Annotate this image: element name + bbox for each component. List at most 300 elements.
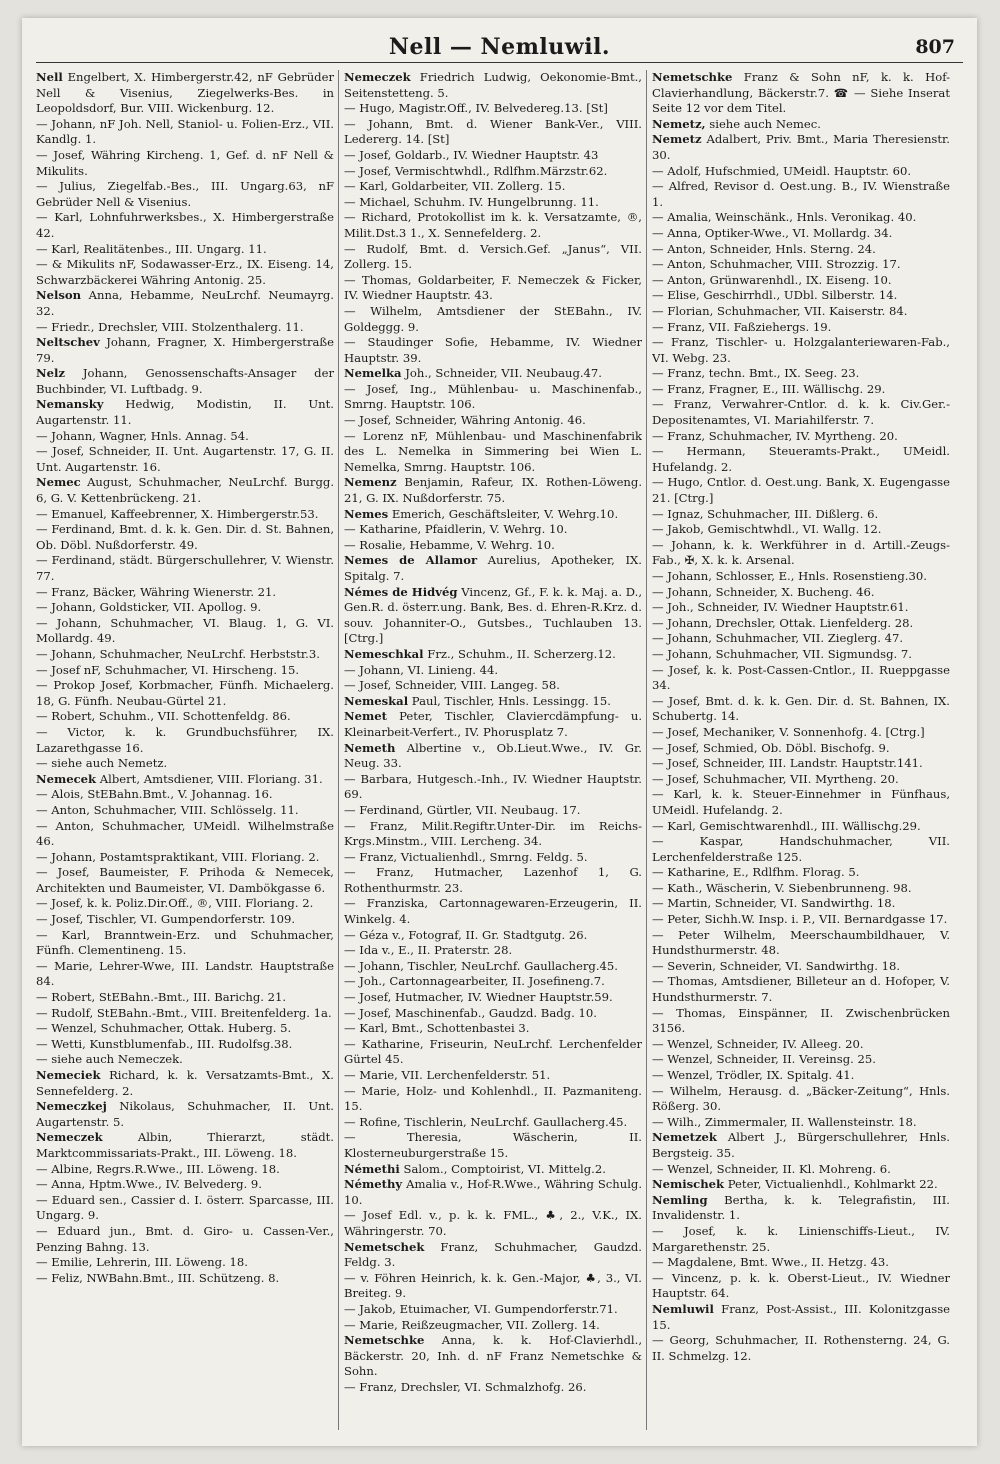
directory-entry [36,242,334,258]
entry-details: — Johann, Drechsler, Ottak. Lienfelderg. 28. [652,615,914,630]
entry-details: — Franz, Fragner, E., III. Wällischg. 29. [652,381,886,396]
directory-entry [652,1224,950,1255]
directory-entry [36,475,334,506]
directory-entry [36,647,334,663]
entry-details: — Rosalie, Hebamme, V. Wehrg. 10. [344,537,555,552]
directory-entry [652,725,950,741]
entry-details: — Hugo, Cntlor. d. Oest.ung. Bank, X. Eugengasse 21. [Ctrg.] [652,475,950,506]
directory-entry [36,663,334,679]
directory-entry [344,1333,642,1380]
directory-entry [344,1084,642,1115]
directory-entry [36,1271,334,1287]
entry-details: — Wetti, Kunstblumenfab., III. Rudolfsg.38. [36,1036,293,1051]
entry-details: — Wilh., Zimmermaler, II. Wallensteinstr. 18. [652,1114,917,1129]
entry-surname: Nemet [344,709,387,724]
entry-details: — Josef, Baumeister, F. Prihoda & Nemecek, Architekten und Baumeister, VI. Dambökgasse 6. [36,865,334,895]
entry-details: — Ignaz, Schuhmacher, III. Dißlerg. 6. [652,506,879,521]
directory-entry [652,70,950,117]
directory-entry [652,273,950,289]
entry-details: — Anton, Schuhmacher, UMeidl. Wilhelmstraße 46. [36,818,334,849]
column-2 [344,70,642,1430]
directory-entry [652,959,950,975]
entry-details: — Josef, k. k. Post-Cassen-Cntlor., II. Rueppgasse 34. [652,662,950,693]
entry-details: — Anna, Hptm.Wwe., IV. Belvederg. 9. [36,1177,262,1192]
directory-entry [652,1037,950,1053]
entry-surname: Nemetz [652,132,702,147]
entry-details: — Prokop Josef, Korbmacher, Fünfh. Michaelerg. 18, G. Fünfh. Neubau-Gürtel 21. [36,678,334,708]
entry-details: Salom., Comptoirist, VI. Mittelg.2. [403,1161,606,1176]
directory-entry [652,132,950,163]
directory-entry [344,1208,642,1239]
entry-surname: Nemluwil [652,1301,714,1316]
directory-entry [652,647,950,663]
directory-entry [36,444,334,475]
entry-details: — Franz, Verwahrer-Cntlor. d. k. k. Civ.Ger.-Depositenamtes, VI. Mariahilferstr. 7. [652,397,950,428]
entry-details: — Josef, Bmt. d. k. k. Gen. Dir. d. St. Bahnen, IX. Schubertg. 14. [652,693,950,724]
entry-details: — Johann, Schuhmacher, VII. Sigmundsg. 7. [652,646,912,661]
entry-details: — Josef, Ing., Mühlenbau- u. Maschinenfab., Smrng. Hauptstr. 106. [344,381,642,412]
directory-entry [652,1115,950,1131]
directory-entry [652,663,950,694]
directory-entry [36,709,334,725]
entry-details: — Marie, Holz- und Kohlenhdl., II. Pazmaniteng. 15. [344,1083,642,1114]
directory-entry [652,616,950,632]
entry-details: — Rofine, Tischlerin, NeuLrchf. Gaullacherg.45. [344,1114,628,1129]
directory-entry [652,179,950,210]
directory-entry [344,974,642,990]
directory-entry [36,772,334,788]
entry-details: — Eduard sen., Cassier d. I. österr. Sparcasse, III. Ungarg. 9. [36,1192,334,1223]
directory-entry [344,772,642,803]
entry-details: — Kaspar, Handschuhmacher, VII. Lerchenfelderstraße 125. [652,834,950,864]
directory-entry [652,896,950,912]
directory-entry [344,741,642,772]
entry-details: — Florian, Schuhmacher, VII. Kaiserstr. 84. [652,303,908,318]
entry-details: — Alfred, Revisor d. Oest.ung. B., IV. Wienstraße 1. [652,179,950,209]
entry-details: — Severin, Schneider, VI. Sandwirthg. 18. [652,958,901,973]
entry-details: — Johann, k. k. Werkführer in d. Artill.-Zeugs-Fab., ✠, X. k. k. Arsenal. [652,537,950,568]
column-3 [652,70,950,1430]
entry-details: — Robert, Schuhm., VII. Schottenfeldg. 86. [36,709,291,724]
entry-details: — Josef, Währing Kircheng. 1, Gef. d. nF Nell & Mikulits. [36,147,334,178]
entry-details: — Hugo, Magistr.Off., IV. Belvedereg.13. [St] [344,101,608,116]
entry-details: — Amalia, Weinschänk., Hnls. Veronikag. 40. [652,210,917,225]
directory-entry [36,600,334,616]
entry-details: — Joh., Schneider, IV. Wiedner Hauptstr.61. [652,600,909,615]
entry-details: Adalbert, Priv. Bmt., Maria Theresienstr. 30. [652,132,950,162]
directory-entry [652,741,950,757]
entry-details: — Eduard jun., Bmt. d. Giro- u. Cassen-Ver., Penzing Bahng. 13. [36,1223,334,1254]
entry-surname: Nemeczek [36,1130,103,1145]
directory-entry [344,1380,642,1396]
entry-surname: Nemeczek [344,70,411,84]
directory-entry [652,928,950,959]
entry-details: — Emanuel, Kaffeebrenner, X. Himbergerstr.53. [36,506,319,521]
directory-entry [652,382,950,398]
directory-entry [344,1162,642,1178]
entry-surname: Nemeschkal [344,646,424,661]
entry-surname: Nemeth [344,740,396,755]
entry-details: Albert J., Bürgerschullehrer, Hnls. Bergsteig. 35. [652,1130,950,1160]
directory-entry [652,164,950,180]
entry-details: — Marie, Lehrer-Wwe, III. Landstr. Hauptstraße 84. [36,958,334,989]
directory-entry [344,242,642,273]
directory-entry [36,1162,334,1178]
directory-entry [36,912,334,928]
directory-entry [344,1130,642,1161]
directory-entry [36,756,334,772]
entry-details: Joh., Schneider, VII. Neubaug.47. [405,366,602,381]
directory-entry [652,522,950,538]
directory-entry [652,1084,950,1115]
entry-surname: Nemetschke [652,70,733,84]
directory-entry [36,320,334,336]
directory-entry [36,429,334,445]
entry-details: — Johann, Bmt. d. Wiener Bank-Ver., VIII. Ledererg. 14. [St] [344,116,642,147]
directory-entry [344,896,642,927]
entry-details: Johann, Genossenschafts-Ansager der Buchbinder, VI. Luftbadg. 9. [36,366,334,396]
directory-entry [344,210,642,241]
entry-details: — Wilhelm, Amtsdiener der StEBahn., IV. Goldeggg. 9. [344,303,642,334]
directory-entry [344,694,642,710]
entry-details: — Josef, Schmied, Ob. Döbl. Bischofg. 9. [652,740,890,755]
entry-details: — Franz, Tischler- u. Holzgalanteriewaren-Fab., VI. Webg. 23. [652,335,950,365]
directory-entry [36,1021,334,1037]
entry-details: — Thomas, Einspänner, II. Zwischenbrücken 3156. [652,1005,950,1036]
entry-surname: Nemansky [36,397,104,412]
entry-details: — Josef, Schneider, III. Landstr. Hauptstr.141. [652,756,923,771]
header-rule [36,62,963,63]
entry-details: — Josef, Mechaniker, V. Sonnenhofg. 4. [Ctrg.] [652,724,925,739]
directory-entry [344,164,642,180]
entry-details: — Ferdinand, städt. Bürgerschullehrer, V. Wienstr. 77. [36,553,334,583]
column-divider [338,70,339,1430]
directory-page [22,18,977,1446]
entry-details: — Josef, Schneider, VIII. Langeg. 58. [344,678,560,693]
entry-surname: Nemling [652,1192,708,1207]
entry-details: — Marie, Reißzeugmacher, VII. Zollerg. 14. [344,1317,600,1332]
entry-details: — Thomas, Amtsdiener, Billeteur an d. Hofoper, V. Hundsthurmerstr. 7. [652,974,950,1005]
directory-entry [344,959,642,975]
directory-entry [344,475,642,506]
directory-entry [344,850,642,866]
directory-entry [36,507,334,523]
entry-details: — Karl, k. k. Steuer-Einnehmer in Fünfhaus, UMeidl. Hufelandg. 2. [652,787,950,817]
directory-entry [36,288,334,319]
entry-details: — Michael, Schuhm. IV. Hungelbrunng. 11. [344,194,599,209]
directory-entry [652,304,950,320]
entry-details: — Ferdinand, Bmt. d. k. k. Gen. Dir. d. St. Bahnen, Ob. Döbl. Nußdorferstr. 49. [36,522,334,552]
directory-entry [344,195,642,211]
directory-entry [652,912,950,928]
entry-details: Peter, Tischler, Claviercdämpfung- u. Kleinarbeit-Verfert., IV. Phorusplatz 7. [344,709,642,739]
entry-details: — Johann, Schuhmacher, VII. Zieglerg. 47. [652,631,904,646]
directory-entry [344,117,642,148]
entry-details: — Elise, Geschirrhdl., UDbl. Silberstr. 14. [652,288,898,303]
directory-entry [652,1193,950,1224]
entry-details: — Thomas, Goldarbeiter, F. Nemeczek & Ficker, IV. Wiedner Hauptstr. 43. [344,272,642,303]
entry-details: Benjamin, Rafeur, IX. Rothen-Löweng. 21, G. IX. Nußdorferstr. 75. [344,475,642,506]
entry-details: Aurelius, Apotheker, IX. Spitalg. 7. [344,553,642,583]
entry-details: — siehe auch Nemeczek. [36,1052,183,1067]
directory-entry [652,1130,950,1161]
entry-details: — Joh., Cartonnagearbeiter, II. Josefineng.7. [344,974,605,989]
entry-details: — Johann, nF Joh. Nell, Staniol- u. Folien-Erz., VII. Kandlg. 1. [36,116,334,147]
entry-details: — Robert, StEBahn.-Bmt., III. Barichg. 21. [36,990,287,1005]
entry-details: — Karl, Lohnfuhrwerksbes., X. Himbergerstraße 42. [36,210,334,240]
directory-entry [652,366,950,382]
entry-surname: Neltschev [36,335,100,350]
entry-details: Anna, k. k. Hof-Clavierhdl., Bäckerstr. 20, Inh. d. nF Franz Nemetschke & Sohn. [344,1333,642,1379]
entry-details: — Peter Wilhelm, Meerschaumbildhauer, V. Hundsthurmerstr. 48. [652,927,950,958]
directory-entry [344,1006,642,1022]
entry-details: — Josef, Maschinenfab., Gaudzd. Badg. 10. [344,1005,597,1020]
entry-details: Franz, Schuhmacher, Gaudzd. Feldg. 3. [344,1239,642,1270]
directory-entry [652,1006,950,1037]
directory-entry [36,803,334,819]
directory-entry [344,928,642,944]
directory-entry [652,569,950,585]
entry-details: — Anton, Schuhmacher, VIII. Strozzig. 17. [652,257,901,272]
entry-details: Franz & Sohn nF, k. k. Hof-Clavierhandlung, Bäckerstr.7. ☎ — Siehe Inserat Seite 12 vor dem Titel. [652,70,950,116]
directory-entry [652,320,950,336]
entry-details: Friedrich Ludwig, Oekonomie-Bmt., Seitenstetteng. 5. [344,70,642,100]
directory-entry [36,678,334,709]
directory-entry [36,1193,334,1224]
entry-details: — Staudinger Sofie, Hebamme, IV. Wiedner Hauptstr. 39. [344,335,642,365]
entry-details: — Franz, Drechsler, VI. Schmalzhofg. 26. [344,1379,587,1394]
entry-surname: Némethy [344,1177,403,1192]
entry-details: — Johann, Schuhmacher, NeuLrchf. Herbststr.3. [36,646,320,661]
entry-details: — & Mikulits nF, Sodawasser-Erz., IX. Eiseng. 14, Schwarzbäckerei Währing Antonig. 25. [36,257,334,287]
entry-details: — Josef, Tischler, VI. Gumpendorferstr. 109. [36,912,296,927]
directory-entry [344,179,642,195]
entry-details: — Franz, techn. Bmt., IX. Seeg. 23. [652,366,860,381]
directory-entry [36,70,334,117]
directory-entry [344,304,642,335]
directory-entry [344,553,642,584]
directory-entry [344,273,642,304]
column-divider [646,70,647,1430]
directory-entry [652,1177,950,1193]
entry-details: — Josef Edl. v., p. k. k. FML., ♣, 2., V.K., IX. Währingerstr. 70. [344,1208,642,1238]
entry-details: Richard, k. k. Versatzamts-Bmt., X. Sennefelderg. 2. [36,1068,334,1098]
entry-details: — Franz, Victualienhdl., Smrng. Feldg. 5. [344,849,588,864]
entry-details: — Katharine, Friseurin, NeuLrchf. Lerchenfelder Gürtel 45. [344,1036,642,1067]
entry-details: Hedwig, Modistin, II. Unt. Augartenstr. 11. [36,397,334,428]
entry-surname: Nemischek [652,1177,725,1192]
entry-surname: Nelson [36,288,82,303]
directory-entry [36,959,334,990]
directory-entry [652,117,950,133]
entry-surname: Nell [36,70,63,84]
entry-surname: Nemetschke [344,1333,425,1348]
entry-details: — Johann, VI. Linieng. 44. [344,662,499,677]
directory-entry [344,335,642,366]
column-1 [36,70,334,1430]
entry-details: — Marie, VII. Lerchenfelderstr. 51. [344,1068,551,1082]
entry-details: Albertine v., Ob.Lieut.Wwe., IV. Gr. Neug. 33. [344,740,642,771]
entry-details: — Karl, Gemischtwarenhdl., III. Wällischg.29. [652,818,921,833]
entry-surname: Nelz [36,366,65,381]
entry-details: — Josef, Vermischtwhdl., Rdlfhm.Märzstr.62. [344,163,608,178]
directory-entry [344,663,642,679]
entry-details: — Vincenz, p. k. k. Oberst-Lieut., IV. Wiedner Hauptstr. 64. [652,1270,950,1301]
entry-details: — Josef, k. k. Poliz.Dir.Off., ®, VIII. Floriang. 2. [36,896,314,911]
directory-entry [36,553,334,584]
directory-entry [344,647,642,663]
directory-entry [652,865,950,881]
entry-surname: Nemec [36,475,81,490]
entry-details: Franz, Post-Assist., III. Kolonitzgasse 15. [652,1301,950,1332]
entry-details: — Katharine, E., Rdlfhm. Florag. 5. [652,865,860,880]
entry-details: siehe auch Nemec. [709,116,821,131]
entry-details: — Alois, StEBahn.Bmt., V. Johannag. 16. [36,787,273,802]
directory-entry [344,709,642,740]
directory-entry [344,1271,642,1302]
entry-details: — siehe auch Nemetz. [36,756,168,771]
entry-surname: Nemes [344,506,389,521]
entry-surname: Nemeczkej [36,1099,107,1114]
directory-entry [344,678,642,694]
entry-details: — Victor, k. k. Grundbuchsführer, IX. Lazarethgasse 16. [36,724,334,755]
directory-entry [344,522,642,538]
directory-entry [36,210,334,241]
entry-details: — Anton, Schuhmacher, VIII. Schlösselg. 11. [36,802,299,817]
directory-entry [344,1302,642,1318]
entry-details: — Friedr., Drechsler, VIII. Stolzenthalerg. 11. [36,319,304,334]
directory-entry [344,585,642,647]
entry-details: Bertha, k. k. Telegrafistin, III. Invalidenstr. 1. [652,1192,950,1223]
directory-entry [36,1177,334,1193]
entry-details: — Johann, Wagner, Hnls. Annag. 54. [36,428,249,443]
directory-entry [652,1333,950,1364]
entry-surname: Nemetz, [652,116,706,131]
entry-details: — Georg, Schuhmacher, II. Rothensterng. 24, G. II. Schmelzg. 12. [652,1333,950,1363]
directory-entry [652,787,950,818]
directory-entry [36,990,334,1006]
entry-details: — Magdalene, Bmt. Wwe., II. Hetzg. 43. [652,1255,889,1270]
directory-entry [344,538,642,554]
entry-details: August, Schuhmacher, NeuLrchf. Burgg. 6, G. V. Kettenbrückeng. 21. [36,475,334,506]
entry-surname: Némes de Hidvég [344,584,458,599]
directory-entry [652,538,950,569]
entry-details: — Kath., Wäscherin, V. Siebenbrunneng. 98. [652,880,912,895]
directory-entry [344,366,642,382]
directory-entry [344,101,642,117]
directory-entry [36,397,334,428]
directory-entry [344,1240,642,1271]
directory-entry [36,896,334,912]
directory-entry [652,507,950,523]
entry-details: — Albine, Regrs.R.Wwe., III. Löweng. 18. [36,1161,280,1176]
directory-entry [344,148,642,164]
directory-entry [344,413,642,429]
entry-details: — Géza v., Fotograf, II. Gr. Stadtgutg. 26. [344,927,588,942]
entry-details: — Josef, Goldarb., IV. Wiedner Hauptstr. 43 [344,147,599,162]
entry-details: Johann, Fragner, X. Himbergerstraße 79. [36,335,334,365]
entry-details: — Josef, Hutmacher, IV. Wiedner Hauptstr.59. [344,990,613,1005]
entry-details: — Julius, Ziegelfab.-Bes., III. Ungarg.63, nF Gebrüder Nell & Visenius. [36,179,334,209]
directory-entry [344,803,642,819]
entry-details: — Ferdinand, Gürtler, VII. Neubaug. 17. [344,802,581,817]
directory-entry [652,210,950,226]
entry-surname: Nemetschek [344,1239,425,1254]
entry-details: — Barbara, Hutgesch.-Inh., IV. Wiedner Hauptstr. 69. [344,771,642,802]
entry-surname: Nemenz [344,475,397,490]
entry-details: — Johann, Postamtspraktikant, VIII. Floriang. 2. [36,849,320,864]
directory-entry [36,1224,334,1255]
entry-details: Engelbert, X. Himbergerstr.42, nF Gebrüder Nell & Visenius, Ziegelwerks-Bes. in Leopoldsdorf, Bur. VIII. Wickenburg. 12. [36,70,334,116]
entry-details: — Wenzel, Schneider, II. Kl. Mohreng. 6. [652,1161,891,1176]
page-number: 807 [915,36,955,58]
entry-details: — Josef, Schuhmacher, VII. Myrtheng. 20. [652,771,899,786]
directory-entry [36,1255,334,1271]
entry-surname: Nemecek [36,771,97,786]
entry-details: — Josef, k. k. Linienschiffs-Lieut., IV. Margarethenstr. 25. [652,1223,950,1254]
entry-details: — Wenzel, Schneider, IV. Alleeg. 20. [652,1036,864,1051]
directory-entry [344,382,642,413]
directory-entry [344,70,642,101]
entry-details: — Karl, Realitätenbes., III. Ungarg. 11. [36,241,267,256]
directory-entry [36,819,334,850]
entry-details: Emerich, Geschäftsleiter, V. Wehrg.10. [391,506,619,521]
entry-surname: Némethi [344,1161,400,1176]
entry-details: — Josef, Schneider, Währing Antonig. 46. [344,413,586,428]
directory-entry [652,1068,950,1084]
entry-details: — Peter, Sichh.W. Insp. i. P., VII. Bernardgasse 17. [652,912,948,927]
entry-details: — Rudolf, Bmt. d. Versich.Gef. „Janus“, VII. Zollerg. 15. [344,241,642,272]
directory-entry [344,1115,642,1131]
entry-details: Amalia v., Hof-R.Wwe., Währing Schulg. 10. [344,1177,642,1207]
directory-entry [652,974,950,1005]
entry-surname: Nemetzek [652,1130,717,1145]
entry-details: — Anna, Optiker-Wwe., VI. Mollardg. 34. [652,225,893,240]
entry-details: — Josef, Schneider, II. Unt. Augartenstr. 17, G. II. Unt. Augartenstr. 16. [36,444,334,474]
directory-entry [36,1099,334,1130]
entry-details: — Johann, Schlosser, E., Hnls. Rosenstieng.30. [652,569,927,583]
directory-entry [344,507,642,523]
directory-entry [344,429,642,476]
entry-details: — Lorenz nF, Mühlenbau- und Maschinenfabrik des L. Nemelka in Simmering bei Wien L. Nemelka, Smrng. Hauptstr. 106. [344,428,642,474]
entry-details: — Johann, Schuhmacher, VI. Blaug. 1, G. VI. Mollardg. 49. [36,615,334,646]
entry-details: Vincenz, Gf., F. k. k. Maj. a. D., Gen.R. d. österr.ung. Bank, Bes. d. Ehren-R.Krz. d. souv. Johanniter-O., Gutsbes., Tuchlauben 13. [Ctrg.] [344,584,642,646]
directory-entry [652,1271,950,1302]
directory-entry [652,242,950,258]
directory-entry [652,335,950,366]
directory-entry [652,429,950,445]
entry-details: Albert, Amtsdiener, VIII. Floriang. 31. [99,771,323,786]
directory-entry [652,1255,950,1271]
directory-entry [652,475,950,506]
entry-details: — Anton, Grünwarenhdl., IX. Eiseng. 10. [652,272,892,287]
directory-entry [652,1302,950,1333]
directory-entry [36,585,334,601]
entry-details: — Feliz, NWBahn.Bmt., III. Schützeng. 8. [36,1270,280,1285]
entry-details: — Katharine, Pfaidlerin, V. Wehrg. 10. [344,522,568,537]
entry-details: — v. Föhren Heinrich, k. k. Gen.-Major, ♣, 3., VI. Breiteg. 9. [344,1270,642,1301]
directory-entry [36,725,334,756]
entry-details: — Theresia, Wäscherin, II. Klosterneuburgerstraße 15. [344,1130,642,1160]
entry-details: — Emilie, Lehrerin, III. Löweng. 18. [36,1255,248,1270]
directory-entry [344,1068,642,1084]
directory-entry [36,148,334,179]
entry-surname: Nemeskal [344,693,409,708]
entry-details: — Johann, Goldsticker, VII. Apollog. 9. [36,600,262,615]
directory-entry [344,819,642,850]
directory-entry [652,600,950,616]
directory-entry [36,366,334,397]
